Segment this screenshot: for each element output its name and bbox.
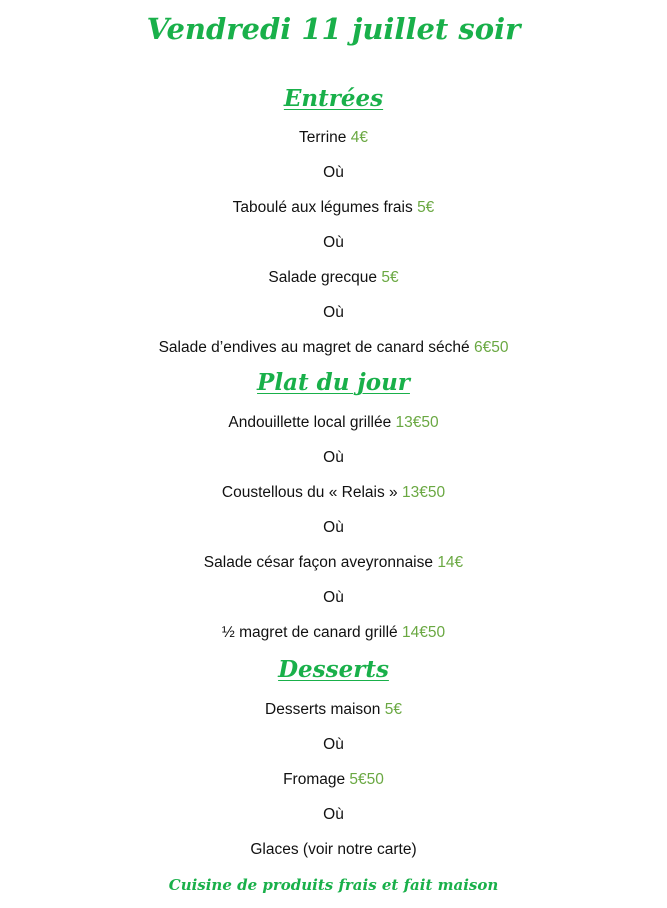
menu-item-name: Fromage: [283, 771, 346, 788]
menu-item-price: 4€: [350, 129, 368, 146]
menu-item-name: Salade grecque: [268, 269, 378, 286]
menu-item-price: 5€: [417, 199, 435, 216]
section-heading-desserts: Desserts: [278, 656, 389, 683]
menu-item-price: 5€: [384, 701, 402, 718]
section-heading-plat-du-jour: Plat du jour: [257, 369, 410, 396]
menu-item-name: Coustellous du « Relais »: [221, 484, 398, 501]
menu-item-name: Taboulé aux légumes frais: [232, 199, 413, 216]
menu-item-name: Terrine: [299, 129, 347, 146]
menu-item: [0, 268, 667, 288]
menu-item-name: Glaces (voir notre carte): [250, 841, 417, 858]
menu-item: [0, 128, 667, 148]
separator: Où: [323, 589, 344, 606]
menu-item-name: Desserts maison: [265, 701, 381, 718]
menu-item-name: Salade d’endives au magret de canard séché: [158, 339, 470, 356]
menu-item-price: 13€50: [395, 414, 439, 431]
menu-item: [0, 483, 667, 503]
menu-item: [0, 700, 667, 720]
separator: Où: [323, 449, 344, 466]
separator: Où: [323, 519, 344, 536]
menu-item-price: 6€50: [473, 339, 509, 356]
separator: Où: [323, 304, 344, 321]
menu-item: [0, 553, 667, 573]
menu-item: [0, 770, 667, 790]
separator: Où: [323, 736, 344, 753]
menu-item-price: 5€50: [349, 771, 384, 788]
menu-item: [0, 623, 667, 643]
menu-item: [0, 840, 667, 860]
menu-item-price: 5€: [381, 269, 399, 286]
menu-item-name: ½ magret de canard grillé: [221, 624, 398, 641]
footer-tagline: Cuisine de produits frais et fait maison: [168, 876, 499, 894]
menu-item: [0, 198, 667, 218]
menu-item: [0, 413, 667, 433]
menu-item-price: 13€50: [401, 484, 446, 501]
page-title: Vendredi 11 juillet soir: [146, 12, 521, 46]
section-heading-entrees: Entrées: [283, 85, 384, 112]
menu-item-name: Andouillette local grillée: [228, 414, 392, 431]
menu-item-name: Salade césar façon aveyronnaise: [203, 554, 433, 571]
separator: Où: [323, 234, 344, 251]
separator: Où: [323, 806, 344, 823]
menu-item: [0, 338, 667, 358]
menu-item-price: 14€50: [401, 624, 446, 641]
menu-item-price: 14€: [437, 554, 464, 571]
separator: Où: [323, 164, 344, 181]
